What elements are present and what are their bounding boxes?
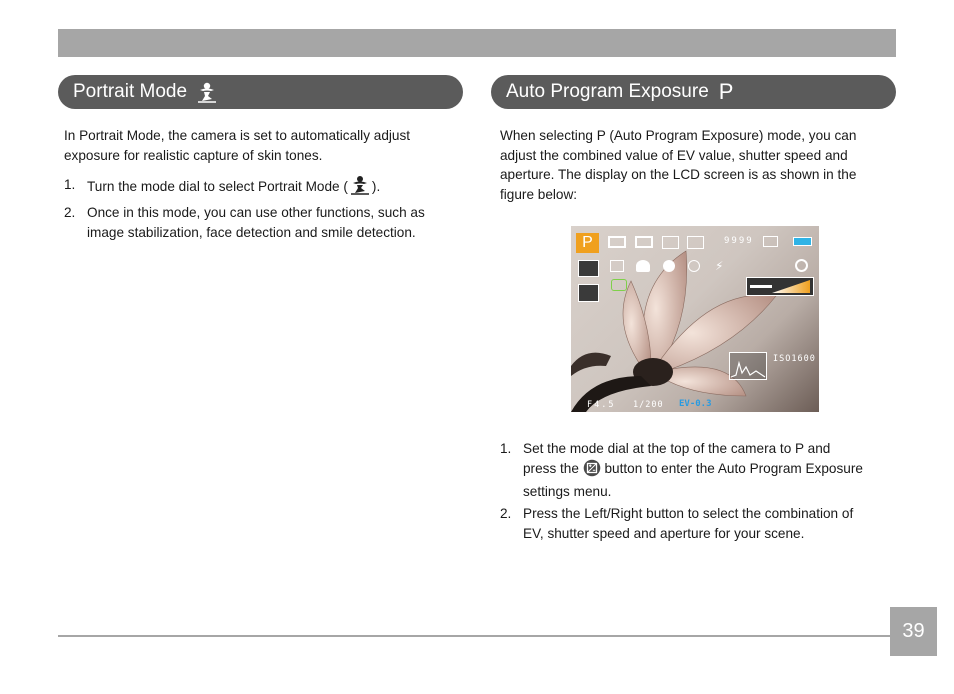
- focus-area-icon: [608, 236, 626, 248]
- portrait-mode-icon: [348, 175, 372, 201]
- auto-program-intro: [500, 126, 890, 204]
- scene-icon: [663, 260, 675, 272]
- white-balance-icon: [610, 260, 624, 272]
- face-detection-icon: [578, 260, 599, 277]
- portrait-step-2: [64, 203, 454, 243]
- portrait-step-1-text: Turn the mode dial to select Portrait Mode (: [87, 179, 348, 194]
- zoom-magnifier-icon: [795, 259, 808, 272]
- exposure-button-icon: [583, 459, 601, 483]
- portrait-intro-line-1: In Portrait Mode, the camera is set to automatically adjust: [64, 128, 411, 143]
- flower-photo: [571, 226, 819, 412]
- auto-program-title: Auto Program Exposure: [506, 81, 709, 102]
- auto-program-step-1-line-3: settings menu.: [523, 484, 612, 499]
- portrait-intro-line-2: exposure for realistic capture of skin tones.: [64, 147, 323, 163]
- footer-rule: [58, 635, 890, 637]
- auto-program-step-1: [500, 439, 890, 499]
- portrait-step-1-text-end: ).: [371, 179, 381, 194]
- smile-detection-icon: [578, 284, 599, 302]
- page-number-text: 39: [902, 620, 925, 642]
- auto-program-step-2-line-2: EV, shutter speed and aperture for your scene.: [523, 525, 805, 541]
- flash-icon: ⚡: [715, 259, 724, 273]
- shutter-speed-value: 1/200: [633, 400, 664, 410]
- auto-program-step-1-line-1: Set the mode dial at the top of the camera to P and: [523, 441, 831, 456]
- step-number: 2.: [64, 205, 76, 220]
- portrait-intro: [64, 126, 454, 165]
- portrait-step-1: [64, 175, 454, 195]
- step-number: 1.: [500, 441, 512, 456]
- iso-value: ISO1600: [773, 354, 816, 364]
- step-number: 1.: [64, 177, 76, 192]
- page-number: [890, 607, 937, 656]
- metering-icon: [635, 236, 653, 248]
- auto-program-intro-line-2: adjust the combined value of EV value, shutter speed and: [500, 147, 848, 163]
- auto-program-step-2-line-1: Press the Left/Right button to select the combination of: [523, 506, 854, 521]
- self-timer-icon: [688, 260, 700, 272]
- ev-value: EV-0.3: [679, 399, 712, 409]
- image-size-icon: [662, 236, 679, 249]
- shots-remaining: 9999: [724, 236, 754, 246]
- portrait-step-2-line-1: Once in this mode, you can use other functions, such as: [87, 205, 425, 220]
- portrait-mode-title: Portrait Mode: [73, 81, 188, 102]
- auto-program-intro-line-4: figure below:: [500, 186, 578, 202]
- battery-icon: [793, 237, 812, 246]
- auto-program-intro-line-3: aperture. The display on the LCD screen is as shown in the: [500, 167, 857, 182]
- macro-icon: [636, 260, 650, 272]
- auto-program-step-2: [500, 504, 890, 544]
- auto-program-intro-line-1: When selecting P (Auto Program Exposure) mode, you can: [500, 128, 857, 143]
- lcd-screen-illustration: [571, 226, 819, 412]
- portrait-mode-icon: [196, 81, 218, 103]
- step-number: 2.: [500, 506, 512, 521]
- zoom-bar: [746, 277, 814, 296]
- header-bar: [58, 29, 896, 57]
- auto-program-step-1-line-2-end: button to enter the Auto Program Exposure: [600, 460, 863, 476]
- histogram: [729, 352, 767, 380]
- aperture-value: F4.5: [587, 400, 616, 410]
- auto-program-heading: [491, 75, 896, 109]
- mode-indicator: P: [576, 233, 599, 253]
- stabilization-icon: [611, 279, 627, 291]
- memory-card-icon: [763, 236, 778, 247]
- program-mode-icon: P: [718, 79, 734, 104]
- grid-icon: [687, 236, 704, 249]
- auto-program-step-1-line-2-start: press the: [523, 460, 583, 476]
- portrait-step-2-line-2: image stabilization, face detection and smile detection.: [87, 224, 416, 240]
- portrait-mode-heading: [58, 75, 463, 109]
